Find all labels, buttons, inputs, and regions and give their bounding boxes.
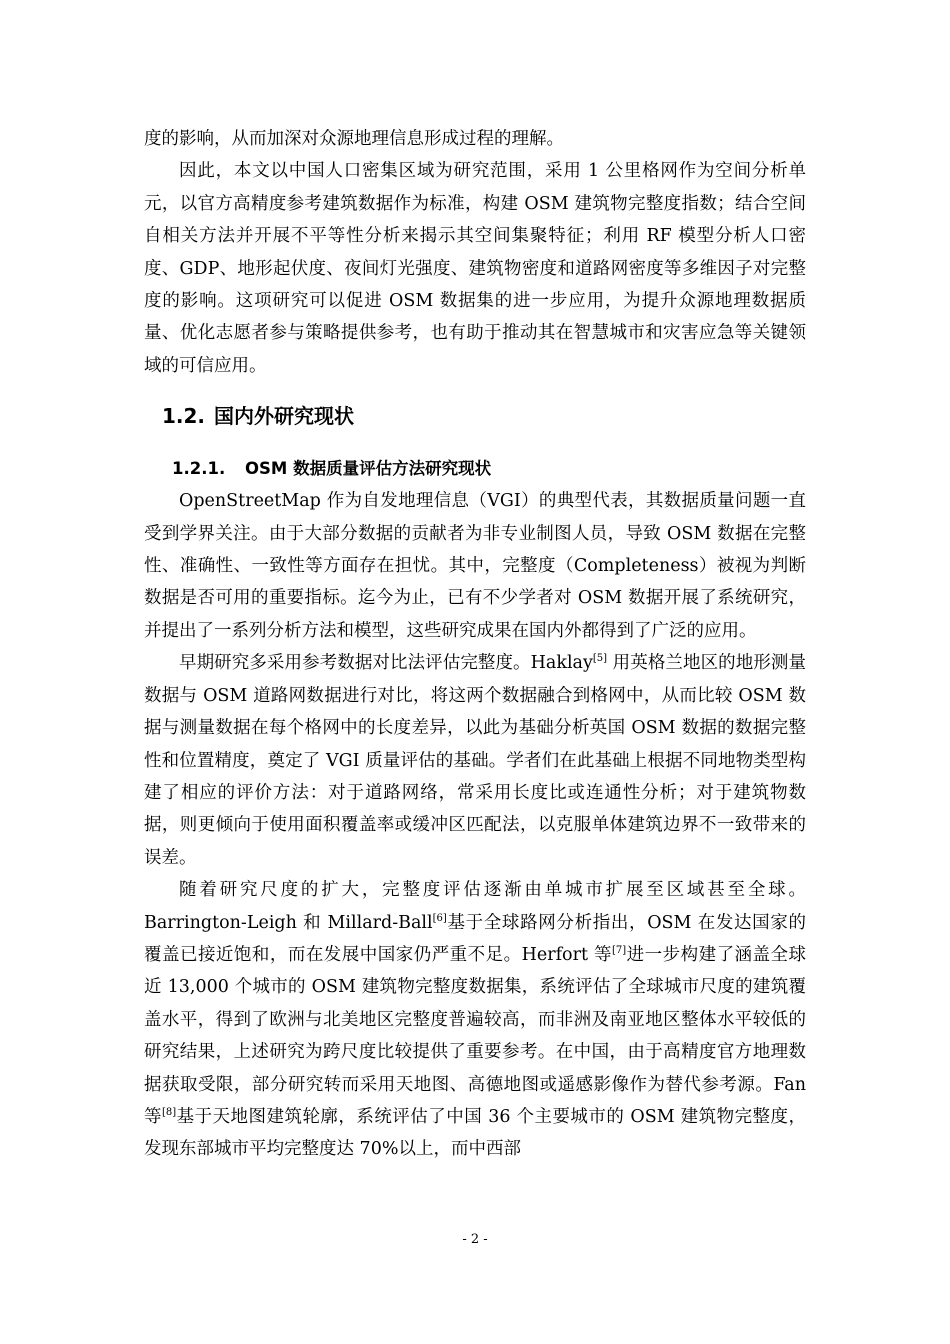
- text-run: 随着研究尺度的扩大，完整度评估逐渐由单城市扩展至区域甚至全球。Barrington-Leigh 和 Millard-Ball: [144, 880, 806, 933]
- text-run: 用英格兰地区的地形测量数据与 OSM 道路网数据进行对比，将这两个数据融合到格网中，从而比较 OSM 数据与测量数据在每个格网中的长度差异，以此为基础分析英国 OSM 数据的数据完整性和位置精度，奠定了 VGI 质量评估的基础。学者们在此基础上根据不同地物类型构建了相应的评价方法：对于道路网络，常采用长度比或连通性分析；对于建筑物数据，则更倾向于使用面积覆盖率或缓冲区匹配法，以克服单体建筑边界不一致带来的误差。: [144, 653, 806, 868]
- text-run: 基于全球路网分析指出，OSM 在发达国家的覆盖已接近饱和，而在发展中国家仍严重不足。Herfort 等: [144, 912, 806, 965]
- section-heading: [144, 397, 806, 435]
- page-number: - 2 -: [462, 1232, 488, 1247]
- text-run: 早期研究多采用参考数据对比法评估完整度。Haklay: [179, 653, 593, 674]
- paragraph-osm-quality: OpenStreetMap 作为自发地理信息（VGI）的典型代表，其数据质量问题一直受到学界关注。由于大部分数据的贡献者为非专业制图人员，导致 OSM 数据在完整性、准确性、一致性等方面存在担忧。其中，完整度（Completeness）被视为判断数据是否可用的重要指标。迄今为止，已有不少学者对 OSM 数据开展了系统研究，并提出了一系列分析方法和模型，这些研究成果在国内外都得到了广泛的应用。: [144, 491, 806, 641]
- text-run: 基于天地图建筑轮廓，系统评估了中国 36 个主要城市的 OSM 建筑物完整度，发现东部城市平均完整度达 70%以上，而中西部: [144, 1106, 807, 1160]
- page-body: [144, 123, 806, 1166]
- citation-ref: [8]: [161, 1107, 177, 1119]
- text-run: 进一步构建了涵盖全球近 13,000 个城市的 OSM 建筑物完整度数据集，系统评估了全球城市尺度的建筑覆盖水平，得到了欧洲与北美地区完整度普遍较高，而非洲及南亚地区整体水平较低的研究结果，上述研究为跨尺度比较提供了重要参考。在中国，由于高精度官方地理数据获取受限，部分研究转而采用天地图、高德地图或遥感影像作为替代参考源。Fan 等: [144, 944, 806, 1127]
- subsection-heading: [144, 453, 806, 485]
- paragraph-scale-expansion: [144, 874, 806, 1166]
- citation-ref: [6]: [432, 912, 447, 924]
- subsection-number: 1.2.1.: [172, 459, 226, 479]
- subsection-title: OSM 数据质量评估方法研究现状: [245, 459, 492, 479]
- citation-ref: [7]: [612, 945, 627, 957]
- paragraph-continuation: 度的影响，从而加深对众源地理信息形成过程的理解。: [144, 129, 564, 149]
- paragraph-research-scope: 因此，本文以中国人口密集区域为研究范围，采用 1 公里格网作为空间分析单元，以官方高精度参考建筑数据作为标准，构建 OSM 建筑物完整度指数；结合空间自相关方法并开展不平等性分析来揭示其空间集聚特征；利用 RF 模型分析人口密度、GDP、地形起伏度、夜间灯光强度、建筑物密度和道路网密度等多维因子对完整度的影响。这项研究可以促进 OSM 数据集的进一步应用，为提升众源地理数据质量、优化志愿者参与策略提供参考，也有助于推动其在智慧城市和灾害应急等关键领域的可信应用。: [144, 161, 806, 376]
- section-number: 1.2.: [162, 404, 206, 429]
- citation-ref: [5]: [592, 653, 608, 665]
- section-title: 国内外研究现状: [214, 404, 354, 429]
- paragraph-early-research: [144, 647, 806, 874]
